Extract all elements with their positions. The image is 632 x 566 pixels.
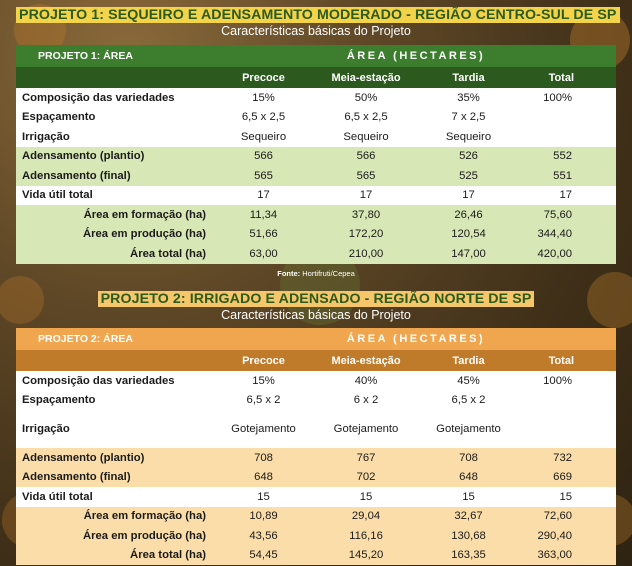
table-cell: 163,35 — [421, 546, 516, 566]
table-row — [16, 127, 616, 147]
project1-table — [16, 45, 616, 264]
column-header-tardia: Tardia — [421, 67, 516, 88]
project2-area-label: PROJETO 2: ÁREA — [16, 328, 216, 350]
row-label: Vida útil total — [16, 186, 216, 206]
table-row — [16, 88, 616, 108]
row-label: Adensamento (final) — [16, 166, 216, 186]
table-cell: 172,20 — [311, 225, 421, 245]
project2-table-wrapper — [16, 328, 616, 565]
table-cell — [516, 108, 616, 128]
project2-subtitle: Características básicas do Projeto — [221, 308, 411, 322]
table-cell: 37,80 — [311, 205, 421, 225]
table-cell: Sequeiro — [216, 127, 311, 147]
table-cell: 116,16 — [311, 526, 421, 546]
table-row — [16, 448, 616, 468]
table-cell: 15 — [216, 487, 311, 507]
row-label: Composição das variedades — [16, 88, 216, 108]
table-row — [16, 186, 616, 206]
table-cell: 130,68 — [421, 526, 516, 546]
table-cell: 32,67 — [421, 507, 516, 527]
table-cell: 51,66 — [216, 225, 311, 245]
column-header-precoce: Precoce — [216, 350, 311, 371]
table-cell: 50% — [311, 88, 421, 108]
table-cell: 6,5 x 2 — [421, 391, 516, 411]
table-cell: 526 — [421, 147, 516, 167]
row-label: Área total (ha) — [16, 244, 216, 264]
table-row — [16, 507, 616, 527]
table-row — [16, 108, 616, 128]
table-cell: 15 — [311, 487, 421, 507]
table-cell: 6 x 2 — [311, 391, 421, 411]
table-cell: 29,04 — [311, 507, 421, 527]
table-cell: 767 — [311, 448, 421, 468]
table-row — [16, 225, 616, 245]
table-cell — [516, 391, 616, 411]
table-cell — [516, 410, 616, 448]
table-row — [16, 546, 616, 566]
table-row — [16, 205, 616, 225]
table-cell: 45% — [421, 371, 516, 391]
table-cell: Sequeiro — [311, 127, 421, 147]
table-cell: 40% — [311, 371, 421, 391]
table-cell: Sequeiro — [421, 127, 516, 147]
table-row — [16, 371, 616, 391]
table-cell: 732 — [516, 448, 616, 468]
row-label: Área em produção (ha) — [16, 225, 216, 245]
project2-area-header: ÁREA (HECTARES) — [216, 328, 616, 350]
table-cell: 708 — [421, 448, 516, 468]
table-cell: 210,00 — [311, 244, 421, 264]
row-label: Adensamento (plantio) — [16, 448, 216, 468]
project1-area-label: PROJETO 1: ÁREA — [16, 45, 216, 67]
table-row — [16, 244, 616, 264]
row-label: Área em formação (ha) — [16, 205, 216, 225]
project1-title: PROJETO 1: SEQUEIRO E ADENSAMENTO MODERADO - REGIÃO CENTRO-SUL DE SP — [16, 7, 616, 23]
table-cell: 15% — [216, 88, 311, 108]
row-label: Área em formação (ha) — [16, 507, 216, 527]
table-cell: 100% — [516, 371, 616, 391]
table-cell: Gotejamento — [421, 410, 516, 448]
table-cell: 15% — [216, 371, 311, 391]
table-cell: 147,00 — [421, 244, 516, 264]
table-cell: 648 — [421, 468, 516, 488]
table-cell: 525 — [421, 166, 516, 186]
row-label: Espaçamento — [16, 108, 216, 128]
table-cell: 6,5 x 2 — [216, 391, 311, 411]
table-cell: 63,00 — [216, 244, 311, 264]
table-row — [16, 487, 616, 507]
column-header-tardia: Tardia — [421, 350, 516, 371]
table-cell: 17 — [311, 186, 421, 206]
project1-area-header: ÁREA (HECTARES) — [216, 45, 616, 67]
column-header-total: Total — [516, 350, 616, 371]
table-cell: 552 — [516, 147, 616, 167]
row-label: Espaçamento — [16, 391, 216, 411]
table-cell: 54,45 — [216, 546, 311, 566]
table-cell: 35% — [421, 88, 516, 108]
table-cell: 344,40 — [516, 225, 616, 245]
project1-source: Fonte: Hortifruti/Cepea — [277, 269, 355, 278]
table-row — [16, 468, 616, 488]
table-cell: 26,46 — [421, 205, 516, 225]
table-cell: 702 — [311, 468, 421, 488]
row-label: Área em produção (ha) — [16, 526, 216, 546]
table-cell: 17 — [216, 186, 311, 206]
table-cell: 565 — [216, 166, 311, 186]
row-label: Composição das variedades — [16, 371, 216, 391]
table-cell: 363,00 — [516, 546, 616, 566]
table-cell — [516, 127, 616, 147]
table-row — [16, 166, 616, 186]
project1-subtitle: Características básicas do Projeto — [221, 24, 411, 38]
table-cell: 6,5 x 2,5 — [216, 108, 311, 128]
project1-table-wrapper — [16, 45, 616, 264]
table-cell: 7 x 2,5 — [421, 108, 516, 128]
table-cell: 648 — [216, 468, 311, 488]
row-label: Irrigação — [16, 410, 216, 448]
column-header-meia-estacao: Meia-estação — [311, 67, 421, 88]
table-cell: 566 — [216, 147, 311, 167]
table-cell: 17 — [421, 186, 516, 206]
table-cell: 120,54 — [421, 225, 516, 245]
table-cell: Gotejamento — [311, 410, 421, 448]
table-cell: 17 — [516, 186, 616, 206]
column-header-meia-estacao: Meia-estação — [311, 350, 421, 371]
table-cell: 708 — [216, 448, 311, 468]
table-cell: 551 — [516, 166, 616, 186]
table-cell: 11,34 — [216, 205, 311, 225]
row-label: Vida útil total — [16, 487, 216, 507]
table-cell: 420,00 — [516, 244, 616, 264]
table-cell: 6,5 x 2,5 — [311, 108, 421, 128]
table-cell: Gotejamento — [216, 410, 311, 448]
table-cell: 566 — [311, 147, 421, 167]
table-cell: 145,20 — [311, 546, 421, 566]
table-cell: 100% — [516, 88, 616, 108]
table-cell: 72,60 — [516, 507, 616, 527]
table-row — [16, 391, 616, 411]
table-cell: 15 — [421, 487, 516, 507]
table-row — [16, 526, 616, 546]
column-header-precoce: Precoce — [216, 67, 311, 88]
column-header-total: Total — [516, 67, 616, 88]
table-cell: 43,56 — [216, 526, 311, 546]
project2-title: PROJETO 2: IRRIGADO E ADENSADO - REGIÃO NORTE DE SP — [16, 291, 616, 307]
project2-table — [16, 328, 616, 565]
table-cell: 15 — [516, 487, 616, 507]
row-label: Área total (ha) — [16, 546, 216, 566]
row-label: Adensamento (plantio) — [16, 147, 216, 167]
table-cell: 669 — [516, 468, 616, 488]
row-label: Adensamento (final) — [16, 468, 216, 488]
table-cell: 290,40 — [516, 526, 616, 546]
table-row — [16, 147, 616, 167]
table-cell: 10,89 — [216, 507, 311, 527]
table-cell: 75,60 — [516, 205, 616, 225]
table-row — [16, 410, 616, 448]
table-cell: 565 — [311, 166, 421, 186]
row-label: Irrigação — [16, 127, 216, 147]
